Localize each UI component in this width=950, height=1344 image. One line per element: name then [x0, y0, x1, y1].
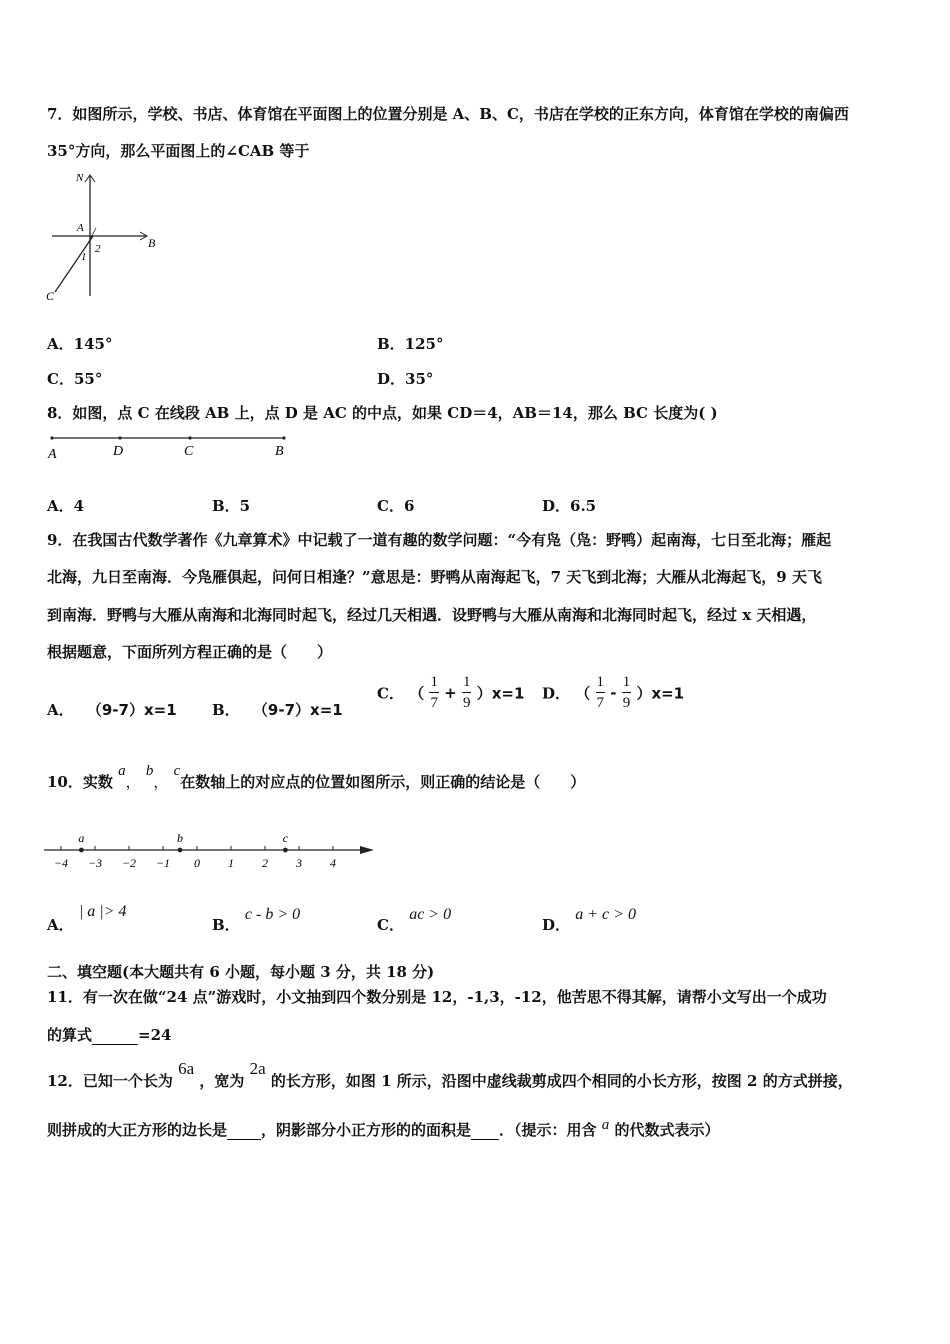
q12-line2-a: 则拼成的大正方形的边长是	[47, 1121, 228, 1139]
q7-line-2: 35°方向，那么平面图上的∠CAB 等于	[47, 142, 310, 160]
q11-line-2	[47, 1024, 171, 1045]
q9-option-c-frac-1: $\frac{1}{7}$	[430, 674, 438, 711]
label-a: A	[48, 447, 57, 462]
q9-option-c-frac-2: $\frac{1}{9}$	[462, 674, 471, 711]
q9-option-d-label: D．	[542, 684, 571, 703]
point-d	[118, 436, 121, 439]
q9-option-b[interactable]	[212, 699, 343, 720]
q12-var-a: a	[601, 1117, 610, 1133]
point-label-c: c	[282, 831, 289, 845]
tick-label--2: −2	[121, 856, 137, 870]
q9-line-1: 9．在我国古代数学著作《九章算术》中记载了一道有趣的数学问题：“今有凫（凫：野鸭）起南海，七日至北海；雁起	[47, 531, 832, 549]
q10-option-b[interactable]	[212, 906, 301, 935]
q9-option-b-label: B．	[212, 701, 240, 719]
q10-option-c-expr: ac > 0	[409, 906, 452, 923]
q12-line2-b: ，阴影部分小正方形的的面积是	[261, 1121, 472, 1139]
tick-label-0: 0	[194, 856, 200, 870]
label-c: C	[184, 444, 194, 459]
q10-number-line	[40, 826, 380, 874]
q10-option-a[interactable]	[47, 903, 127, 935]
q8-text: 8．如图，点 C 在线段 AB 上，点 D 是 AC 的中点，如果 CD＝4，AB＝14，那么 BC 长度为( )	[47, 404, 718, 422]
q10-var-b: b	[145, 763, 154, 779]
q9-line-4: 根据题意，下面所列方程正确的是（ ）	[47, 643, 333, 661]
q12-line2-d: 的代数式表示）	[614, 1121, 720, 1139]
label-c: C	[46, 289, 55, 303]
q10-option-a-label: A．	[47, 916, 74, 934]
q9-option-c-op: +	[444, 684, 457, 702]
q12-p2: ，宽为	[199, 1072, 245, 1090]
q8-option-a[interactable]: A．4	[47, 497, 85, 515]
q7-option-c[interactable]: C．55°	[47, 370, 103, 388]
axis-arrow	[360, 846, 374, 854]
q9-option-c-label: C．	[377, 684, 404, 703]
q12-p3: 的长方形，如图 1 所示，沿图中虚线裁剪成四个相同的小长方形，按图 2 的方式拼接，	[270, 1072, 853, 1090]
q12-blank-area[interactable]	[471, 1121, 499, 1140]
q11-answer-blank[interactable]	[92, 1026, 138, 1045]
q7-option-d[interactable]: D．35°	[377, 370, 434, 388]
q10-option-d[interactable]	[542, 906, 636, 935]
q10-var-c: c	[173, 763, 181, 779]
q10-option-d-label: D．	[542, 916, 571, 934]
label-angle-2: 2	[95, 243, 101, 255]
q10-prefix: 10．实数	[47, 773, 113, 791]
q7-option-b[interactable]: B．125°	[377, 335, 444, 353]
q7-option-a[interactable]: A．145°	[47, 335, 113, 353]
q9-option-d-tail: ）x=1	[636, 684, 685, 703]
q10-var-a: a	[118, 763, 126, 779]
q9-option-c-tail: ）x=1	[476, 684, 525, 703]
q12-width: 2a	[249, 1059, 266, 1078]
q7-figure	[44, 168, 174, 304]
q12-line2-c: ．（提示：用含	[499, 1121, 597, 1139]
label-b: B	[148, 236, 156, 250]
q9-option-a-expr: （9-7）x=1	[86, 701, 177, 719]
point-c	[188, 436, 191, 439]
label-d: D	[113, 444, 124, 459]
q12-line-2	[47, 1119, 720, 1140]
tick-label--1: −1	[155, 856, 171, 870]
point-label-a: a	[78, 831, 85, 845]
q12-length: 6a	[178, 1059, 195, 1078]
q10-option-d-expr: a + c > 0	[575, 906, 636, 923]
q9-option-a[interactable]	[47, 699, 177, 720]
point-b	[282, 436, 285, 439]
tick-label-1: 1	[228, 856, 234, 870]
q9-option-d-frac-1: $\frac{1}{7}$	[596, 674, 604, 711]
tick-label-4: 4	[330, 856, 336, 870]
q10-comma-2: ，	[153, 773, 169, 791]
q10-suffix: 在数轴上的对应点的位置如图所示，则正确的结论是（ ）	[180, 773, 586, 791]
tick-label--3: −3	[87, 856, 103, 870]
q9-option-c-open: （	[409, 684, 425, 703]
q10-option-c[interactable]	[377, 906, 452, 935]
tick-label--4: −4	[53, 856, 69, 870]
q12-line-1	[47, 1059, 853, 1091]
q8-option-b[interactable]: B．5	[212, 497, 251, 515]
q10-option-b-expr: c - b > 0	[244, 906, 301, 923]
q12-p1: 12．已知一个长为	[47, 1072, 173, 1090]
q11-prefix: 的算式	[47, 1026, 93, 1044]
label-n: N	[76, 172, 84, 184]
section-2-title: 二、填空题(本大题共有 6 小题，每小题 3 分，共 18 分)	[47, 963, 435, 981]
point-c	[283, 848, 288, 853]
q8-option-c[interactable]: C．6	[377, 497, 415, 515]
q7-line-1: 7．如图所示，学校、书店、体育馆在平面图上的位置分别是 A、B、C，书店在学校的正东方向，体育馆在学校的南偏西	[47, 105, 849, 123]
tick-label-3: 3	[296, 856, 302, 870]
point-a	[50, 436, 53, 439]
q8-option-d[interactable]: D．6.5	[542, 497, 597, 515]
tick-label-2: 2	[262, 856, 268, 870]
q9-option-d-open: （	[575, 684, 591, 703]
point-b	[178, 848, 183, 853]
q9-option-d[interactable]	[542, 675, 684, 711]
q9-option-b-expr: （9-7）x=1	[252, 701, 343, 719]
label-a: A	[77, 222, 84, 234]
q9-option-d-op: -	[610, 684, 617, 702]
q9-line-3: 到南海．野鸭与大雁从南海和北海同时起飞，经过几天相遇．设野鸭与大雁从南海和北海同时起飞，经过 x 天相遇，	[47, 606, 817, 624]
q8-figure	[46, 428, 296, 462]
q12-blank-side[interactable]	[227, 1121, 261, 1140]
q9-option-d-frac-2: $\frac{1}{9}$	[622, 674, 631, 711]
q11-line-1: 11．有一次在做“24 点”游戏时，小文抽到四个数分别是 12，-1,3，-12，他苦思不得其解，请帮小文写出一个成功	[47, 988, 827, 1006]
point-a	[79, 848, 84, 853]
label-b: B	[275, 444, 284, 459]
q10-option-c-label: C．	[377, 916, 404, 934]
label-angle-1: 1	[81, 251, 87, 263]
q10-option-b-label: B．	[212, 916, 240, 934]
q10-option-a-expr: | a |> 4	[78, 903, 127, 920]
q10-comma-1: ，	[125, 773, 141, 791]
q9-option-a-label: A．	[47, 701, 74, 719]
q10-stem	[47, 763, 586, 792]
q11-suffix: =24	[138, 1026, 172, 1044]
point-label-b: b	[177, 831, 183, 845]
q9-option-c[interactable]	[377, 675, 524, 711]
q9-line-2: 北海，九日至南海．今凫雁俱起，问何日相逢？”意思是：野鸭从南海起飞，7 天飞到北海；大雁从北海起飞，9 天飞	[47, 568, 822, 586]
